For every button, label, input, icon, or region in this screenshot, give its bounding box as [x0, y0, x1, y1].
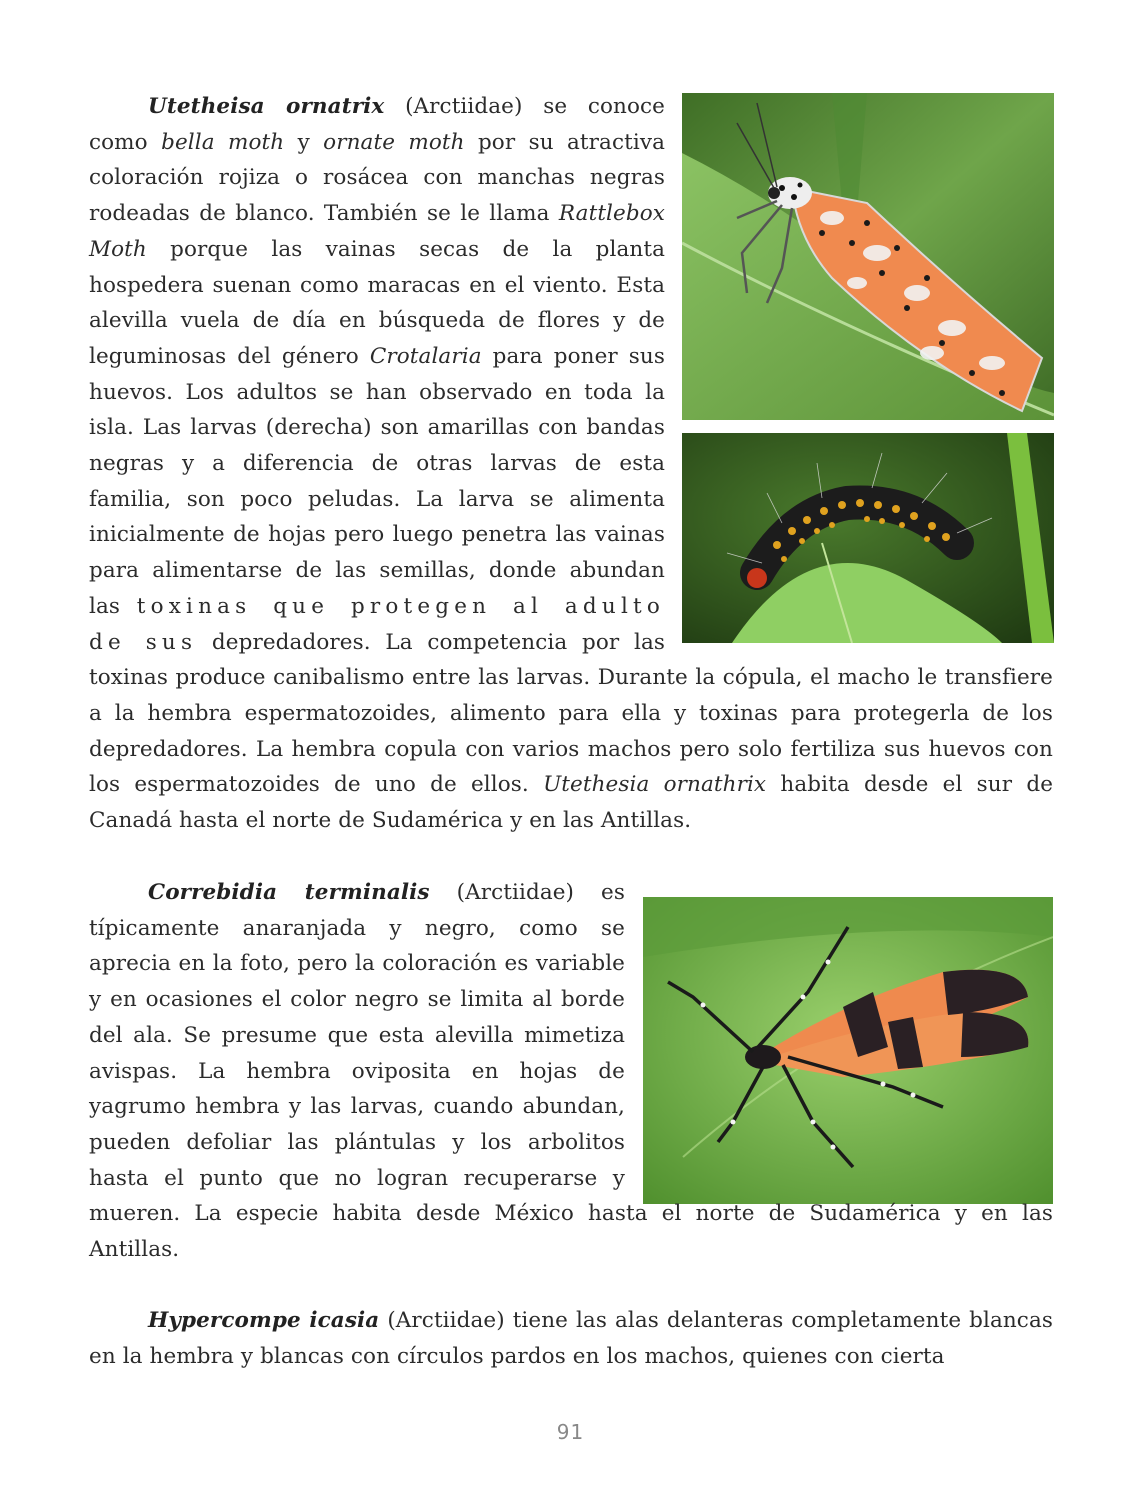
family-label: (Arctiidae) [387, 1308, 505, 1333]
text-run: y [284, 129, 324, 155]
common-name: Rattlebox Moth [89, 201, 665, 262]
float-spacer-1 [665, 89, 1053, 644]
family-label: (Arctiidae) [456, 880, 575, 905]
float-spacer-2 [625, 875, 1053, 1195]
text-run: habita desde el sur de Canadá hasta el norte de Sudamérica y en las Antillas. [89, 772, 1054, 834]
species-name-correbidia: Correbidia terminalis [148, 880, 430, 905]
text-run: tiene las alas delanteras completamente blancas en la hembra y blancas con círculos pardos en los machos, quienes con cierta [89, 1308, 1053, 1369]
species-name-alt: Utethesia ornathrix [543, 772, 767, 798]
text-run: para poner sus huevos. Los adultos se han observado en toda la isla. Las larvas (derecha) son amarillas con bandas negras y a diferencia de otras larvas de esta familia, son poco peludas. La larva se alimenta inicialmente de hojas pero luego penetra las vainas para alimentarse de las semillas, donde abundan las [89, 343, 665, 619]
paragraph-utetheisa [89, 89, 1053, 839]
family-label: (Arctiidae) [405, 94, 523, 119]
species-name-utetheisa: Utetheisa ornatrix [148, 94, 385, 119]
paragraph-correbidia [89, 875, 1053, 1268]
text-run: es típicamente anaranjada y negro, como se aprecia en la foto, pero la coloración es variable y en ocasiones el color negro se limita al borde del ala. Se presume que esta alevilla mimetiza avispas. La hembra oviposita en hojas de yagrumo hembra y las larvas, cuando abundan, pueden defoliar las plántulas y los arbolitos hasta el punto que no logran recuperarse y mueren. La especie habita desde México hasta el norte de Sudamérica y en las Antillas. [89, 880, 1053, 1263]
text-run: por su atractiva coloración rojiza o rosácea con manchas negras rodeadas de blanco. También se le llama [89, 129, 665, 227]
text-run: porque las vainas secas de la planta hospedera suenan como maracas en el viento. Esta alevilla vuela de día en búsqueda de flores y de leguminosas del género [89, 236, 665, 369]
text-run-spaced: toxinas que protegen al adulto de sus [89, 593, 666, 655]
page-number: 91 [556, 1420, 585, 1444]
text-run: se conoce como [89, 94, 665, 155]
paragraph-hypercompe [89, 1303, 1053, 1374]
common-name: bella moth [161, 129, 285, 155]
genus-name: Crotalaria [369, 343, 482, 369]
text-run: depredadores. La competencia por las toxinas produce canibalismo entre las larvas. Durante la cópula, el macho le transfiere a la hembra espermatozoides, alimento para ella y toxinas para protegerla de los depredadores. La hembra copula con varios machos pero solo fertiliza sus huevos con los espermatozoides de uno de ellos. [89, 629, 1053, 798]
common-name: ornate moth [323, 129, 465, 155]
species-name-hypercompe: Hypercompe icasia [148, 1308, 380, 1333]
